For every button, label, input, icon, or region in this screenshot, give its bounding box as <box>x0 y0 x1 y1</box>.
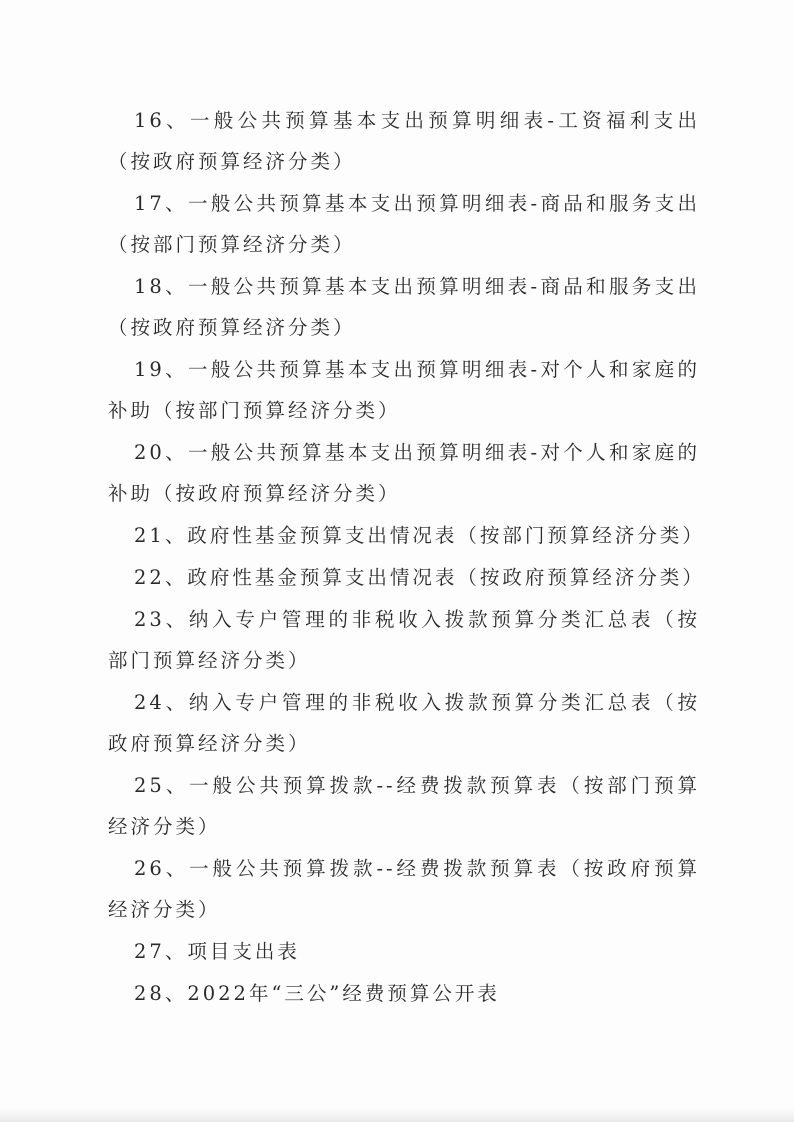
list-item: 24、纳入专户管理的非税收入拨款预算分类汇总表（按政府预算经济分类） <box>108 691 700 755</box>
list-item: 25、一般公共预算拨款--经费拨款预算表（按部门预算经济分类） <box>108 774 700 838</box>
list-item: 28、2022年“三公”经费预算公开表 <box>134 982 500 1005</box>
list-item: 18、一般公共预算基本支出预算明细表-商品和服务支出（按政府预算经济分类） <box>108 275 700 339</box>
list-item: 27、项目支出表 <box>134 940 300 963</box>
list-item: 26、一般公共预算拨款--经费拨款预算表（按政府预算经济分类） <box>108 857 700 921</box>
table-list <box>108 100 705 1015</box>
list-item: 23、纳入专户管理的非税收入拨款预算分类汇总表（按部门预算经济分类） <box>108 608 700 672</box>
list-item: 22、政府性基金预算支出情况表（按政府预算经济分类） <box>134 566 705 589</box>
scan-edge-shadow <box>0 1108 794 1122</box>
list-item: 20、一般公共预算基本支出预算明细表-对个人和家庭的补助（按政府预算经济分类） <box>108 441 700 505</box>
list-item: 17、一般公共预算基本支出预算明细表-商品和服务支出（按部门预算经济分类） <box>108 192 700 256</box>
list-item: 16、一般公共预算基本支出预算明细表-工资福利支出（按政府预算经济分类） <box>108 109 700 173</box>
list-item: 21、政府性基金预算支出情况表（按部门预算经济分类） <box>134 524 705 547</box>
list-item: 19、一般公共预算基本支出预算明细表-对个人和家庭的补助（按部门预算经济分类） <box>108 358 700 422</box>
